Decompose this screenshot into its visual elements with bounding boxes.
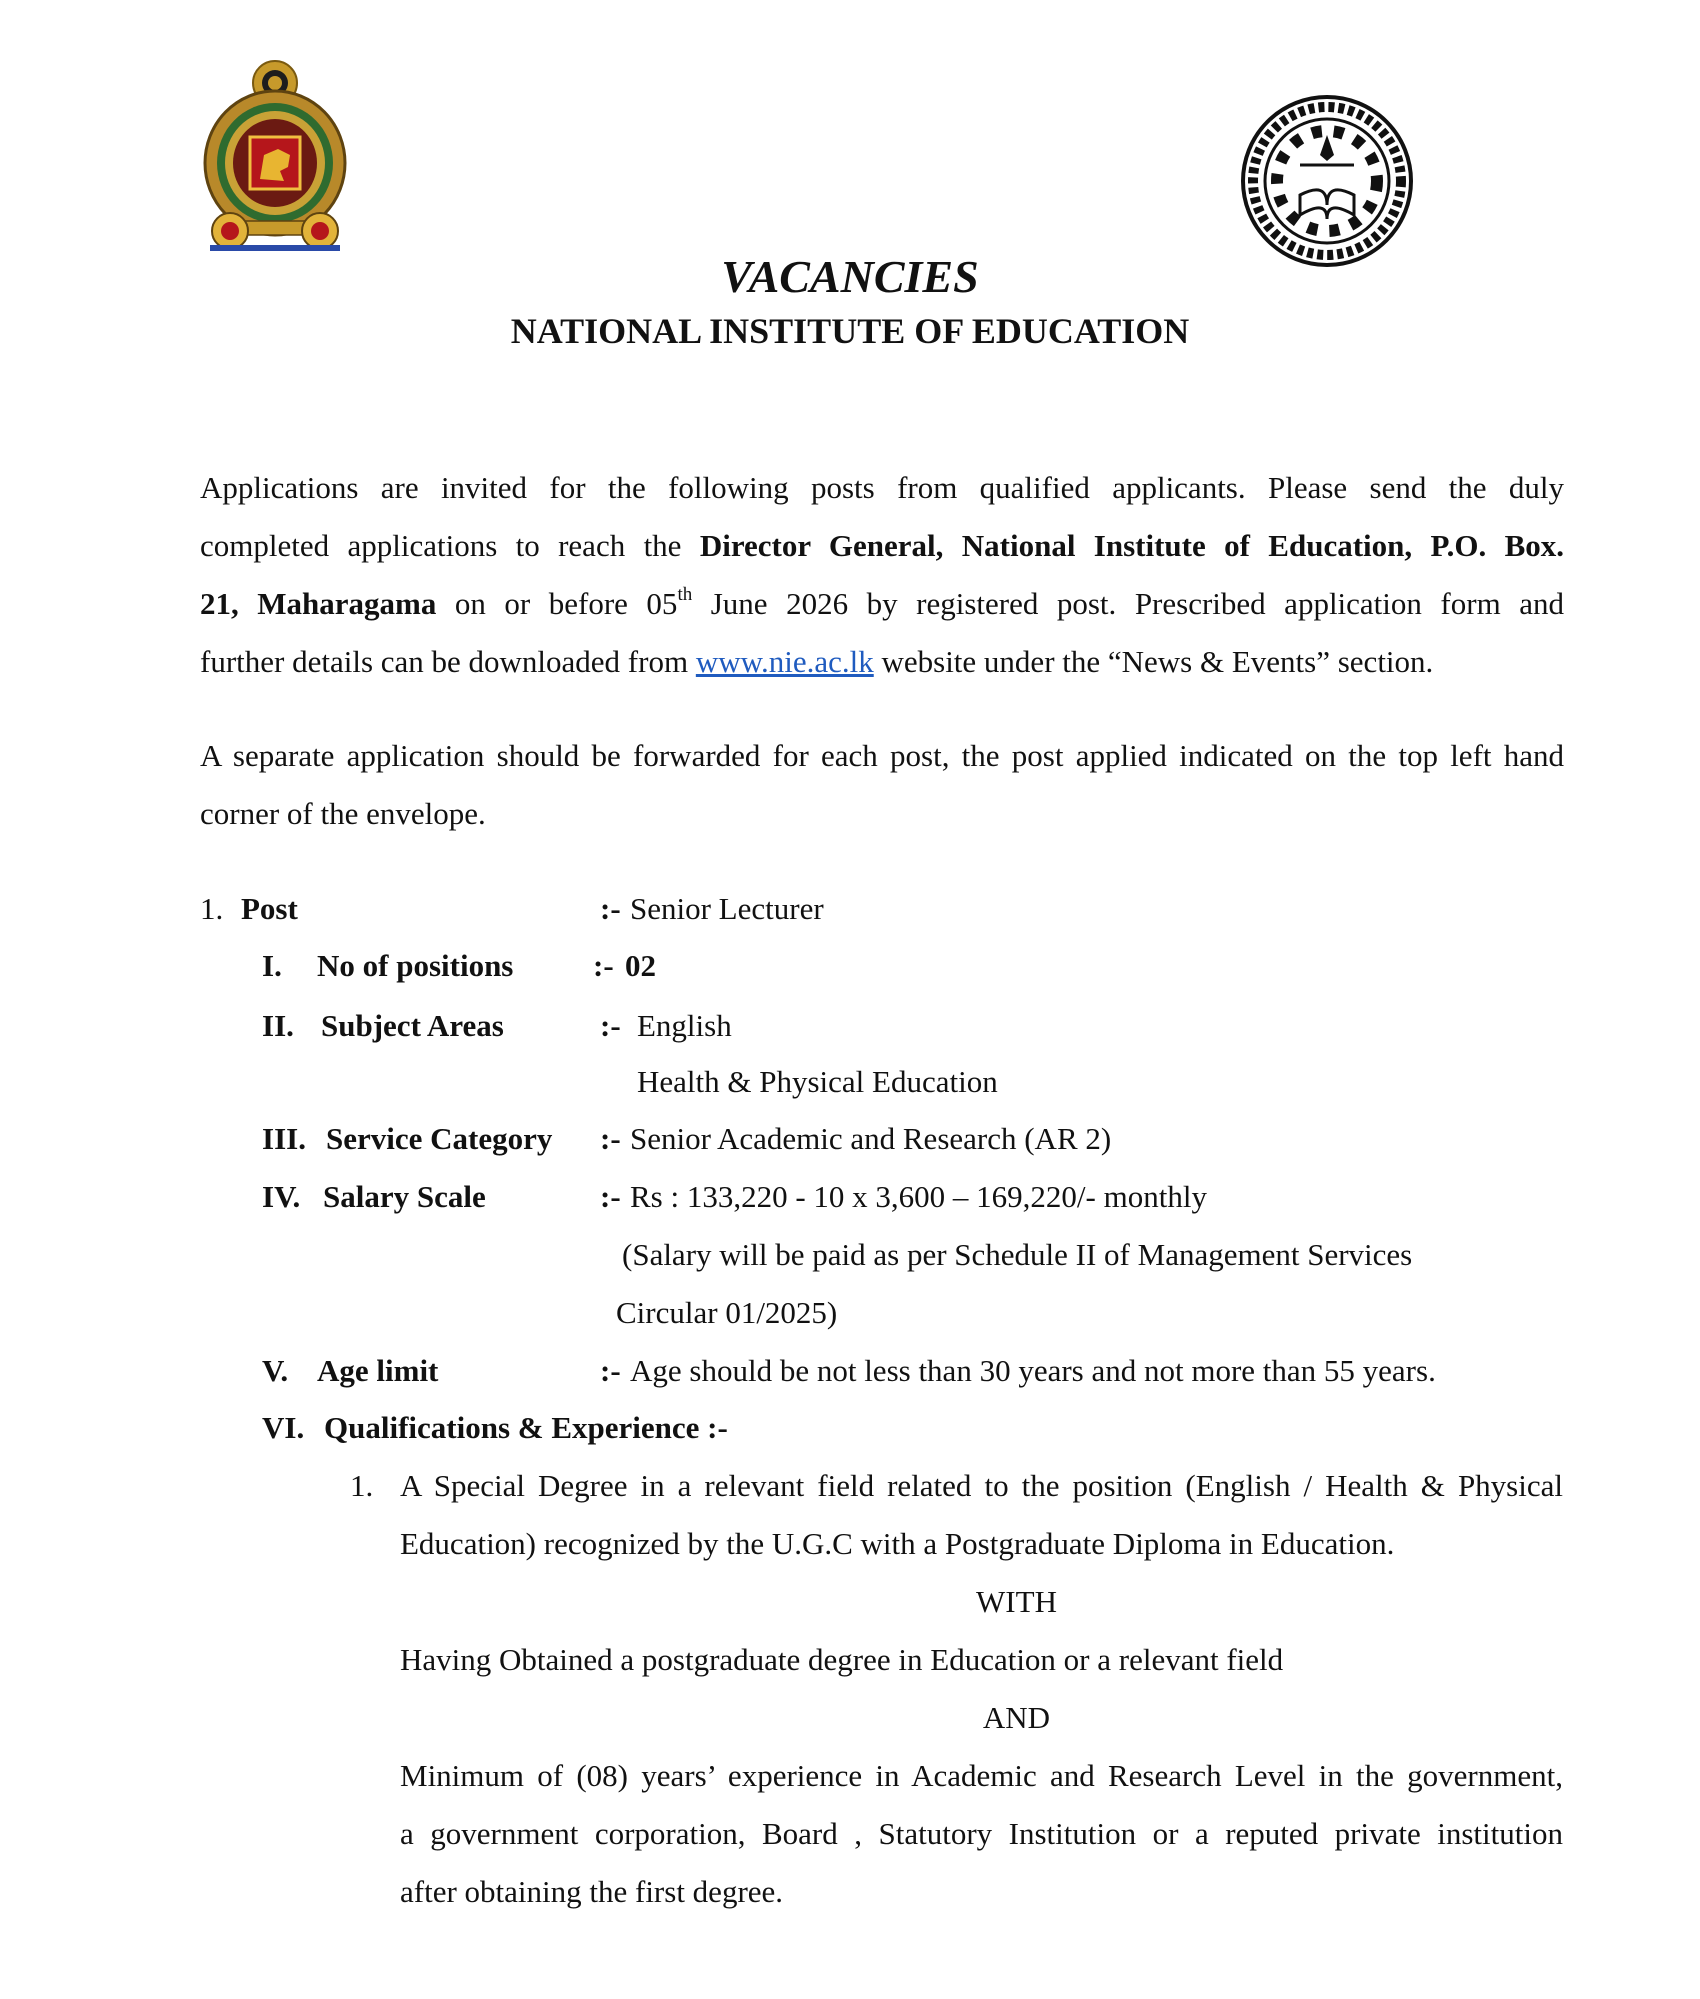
item-iv-label: Salary Scale bbox=[323, 1179, 486, 1214]
post-number: 1. bbox=[200, 891, 224, 926]
note-line-1: A separate application should be forwarded for each post, the post applied indicated on the top left hand bbox=[200, 738, 1564, 773]
page-title: VACANCIES bbox=[721, 251, 979, 302]
recipient-address: Director General, National Institute of Education, P.O. Box. bbox=[699, 528, 1564, 563]
qualification-block bbox=[400, 1457, 1563, 1921]
qualification-line-5: a government corporation, Board , Statutory Institution or a reputed private institution bbox=[400, 1816, 1563, 1851]
item-vi-number: VI. bbox=[262, 1410, 305, 1445]
item-i-separator: :- bbox=[593, 948, 614, 983]
nie-seal-icon bbox=[1240, 95, 1414, 267]
item-i-label: No of positions bbox=[317, 948, 514, 983]
item-iv-note-2: Circular 01/2025) bbox=[616, 1295, 838, 1330]
intro-line-2 bbox=[200, 517, 1564, 575]
qualification-line-2: Education) recognized by the U.G.C with a Postgraduate Diploma in Education. bbox=[400, 1526, 1395, 1561]
item-ii-value-2: Health & Physical Education bbox=[637, 1064, 998, 1099]
item-iv-value: Rs : 133,220 - 10 x 3,600 – 169,220/- monthly bbox=[630, 1179, 1207, 1214]
intro-line-4 bbox=[200, 633, 1564, 691]
deadline-text: on or before 05 bbox=[436, 586, 678, 621]
post-label: Post bbox=[241, 891, 298, 926]
page-subtitle: NATIONAL INSTITUTE OF EDUCATION bbox=[510, 311, 1190, 351]
intro-line-2-text: completed applications to reach the bbox=[200, 528, 700, 563]
note-paragraph bbox=[200, 727, 1564, 843]
and-connector: AND bbox=[982, 1700, 1051, 1735]
item-iv-separator: :- bbox=[600, 1179, 621, 1214]
qualification-line-6: after obtaining the first degree. bbox=[400, 1874, 784, 1909]
with-connector: WITH bbox=[976, 1584, 1057, 1619]
item-v-number: V. bbox=[262, 1353, 289, 1388]
deadline-ordinal: th bbox=[677, 583, 693, 605]
intro-line-3 bbox=[200, 575, 1564, 633]
qualification-line-4: Minimum of (08) years’ experience in Academic and Research Level in the government, bbox=[400, 1758, 1563, 1793]
item-vi-label: Qualifications & Experience :- bbox=[324, 1410, 728, 1445]
intro-line-3-rest: June 2026 by registered post. Prescribed application form and bbox=[692, 586, 1564, 621]
item-iii-label: Service Category bbox=[326, 1121, 553, 1156]
intro-line-4-text: further details can be downloaded from bbox=[200, 644, 696, 679]
qualification-number: 1. bbox=[350, 1468, 374, 1503]
item-i-number: I. bbox=[262, 948, 282, 983]
intro-line-1: Applications are invited for the following posts from qualified applicants. Please send the duly bbox=[200, 470, 1564, 505]
item-v-separator: :- bbox=[600, 1353, 621, 1388]
intro-paragraph bbox=[200, 459, 1564, 691]
item-iii-separator: :- bbox=[600, 1121, 621, 1156]
post-separator: :- bbox=[600, 891, 621, 926]
qualification-line-3: Having Obtained a postgraduate degree in Education or a relevant field bbox=[400, 1642, 1284, 1677]
item-v-value: Age should be not less than 30 years and not more than 55 years. bbox=[630, 1353, 1436, 1388]
item-iv-note-1: (Salary will be paid as per Schedule II of Management Services bbox=[622, 1237, 1413, 1272]
item-iii-value: Senior Academic and Research (AR 2) bbox=[630, 1121, 1112, 1156]
recipient-city: 21, Maharagama bbox=[200, 586, 437, 621]
item-ii-separator: :- bbox=[600, 1008, 621, 1043]
item-ii-value-1: English bbox=[637, 1008, 732, 1043]
item-iv-number: IV. bbox=[262, 1179, 301, 1214]
post-value: Senior Lecturer bbox=[630, 891, 824, 926]
state-emblem-icon bbox=[200, 55, 350, 253]
note-line-2: corner of the envelope. bbox=[200, 796, 486, 831]
qualification-line-1: A Special Degree in a relevant field related to the position (English / Health & Physical bbox=[400, 1468, 1563, 1503]
item-v-label: Age limit bbox=[317, 1353, 439, 1388]
item-ii-number: II. bbox=[262, 1008, 294, 1043]
item-i-value: 02 bbox=[625, 948, 656, 983]
intro-line-4-rest: website under the “News & Events” section. bbox=[873, 644, 1434, 679]
website-link[interactable]: www.nie.ac.lk bbox=[695, 644, 874, 679]
item-ii-label: Subject Areas bbox=[321, 1008, 504, 1043]
item-iii-number: III. bbox=[262, 1121, 306, 1156]
